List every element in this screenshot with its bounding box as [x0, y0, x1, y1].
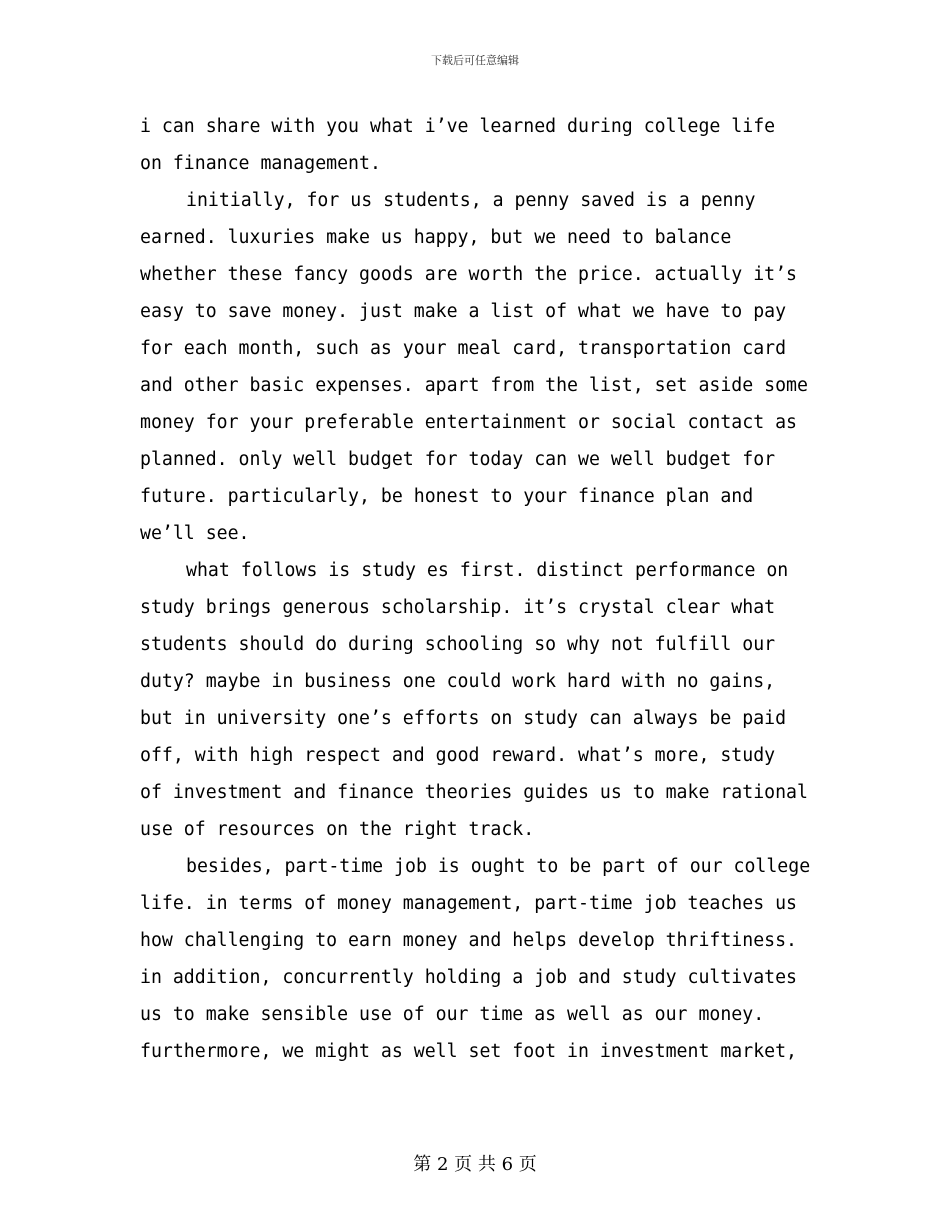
text-line: life. in terms of money management, part-time job teaches us: [140, 893, 797, 914]
text-line: on finance management.: [140, 153, 381, 174]
text-line: of investment and finance theories guides us to make rational: [140, 782, 808, 803]
text-line: duty? maybe in business one could work hard with no gains,: [140, 671, 776, 692]
text-line: planned. only well budget for today can we well budget for: [140, 449, 776, 470]
text-line: study brings generous scholarship. it’s crystal clear what: [140, 597, 776, 618]
text-line: furthermore, we might as well set foot in investment market,: [140, 1041, 797, 1062]
text-line: money for your preferable entertainment or social contact as: [140, 412, 797, 433]
text-line: in addition, concurrently holding a job and study cultivates: [140, 967, 797, 988]
text-line: and other basic expenses. apart from the list, set aside some: [140, 375, 808, 396]
text-line: earned. luxuries make us happy, but we need to balance: [140, 227, 732, 248]
text-line: whether these fancy goods are worth the price. actually it’s: [140, 264, 797, 285]
text-line: for each month, such as your meal card, transportation card: [140, 338, 787, 359]
paragraph-first-line: what follows is study es first. distinct performance on: [186, 560, 789, 581]
text-line: use of resources on the right track.: [140, 819, 535, 840]
page-number: 第 2 页 共 6 页: [413, 1154, 537, 1175]
text-line: i can share with you what i’ve learned during college life: [140, 116, 776, 137]
text-line: future. particularly, be honest to your finance plan and: [140, 486, 754, 507]
text-line: easy to save money. just make a list of what we have to pay: [140, 301, 787, 322]
text-line: off, with high respect and good reward. what’s more, study: [140, 745, 776, 766]
text-line: students should do during schooling so why not fulfill our: [140, 634, 776, 655]
text-line: but in university one’s efforts on study can always be paid: [140, 708, 787, 729]
paragraph-first-line: initially, for us students, a penny saved is a penny: [186, 190, 756, 211]
text-line: how challenging to earn money and helps develop thriftiness.: [140, 930, 797, 951]
paragraph-first-line: besides, part-time job is ought to be part of our college: [186, 856, 811, 877]
document-body: [140, 108, 820, 1070]
page-header: 下载后可任意编辑: [431, 54, 519, 67]
text-line: us to make sensible use of our time as well as our money.: [140, 1004, 765, 1025]
text-line: we’ll see.: [140, 523, 250, 544]
